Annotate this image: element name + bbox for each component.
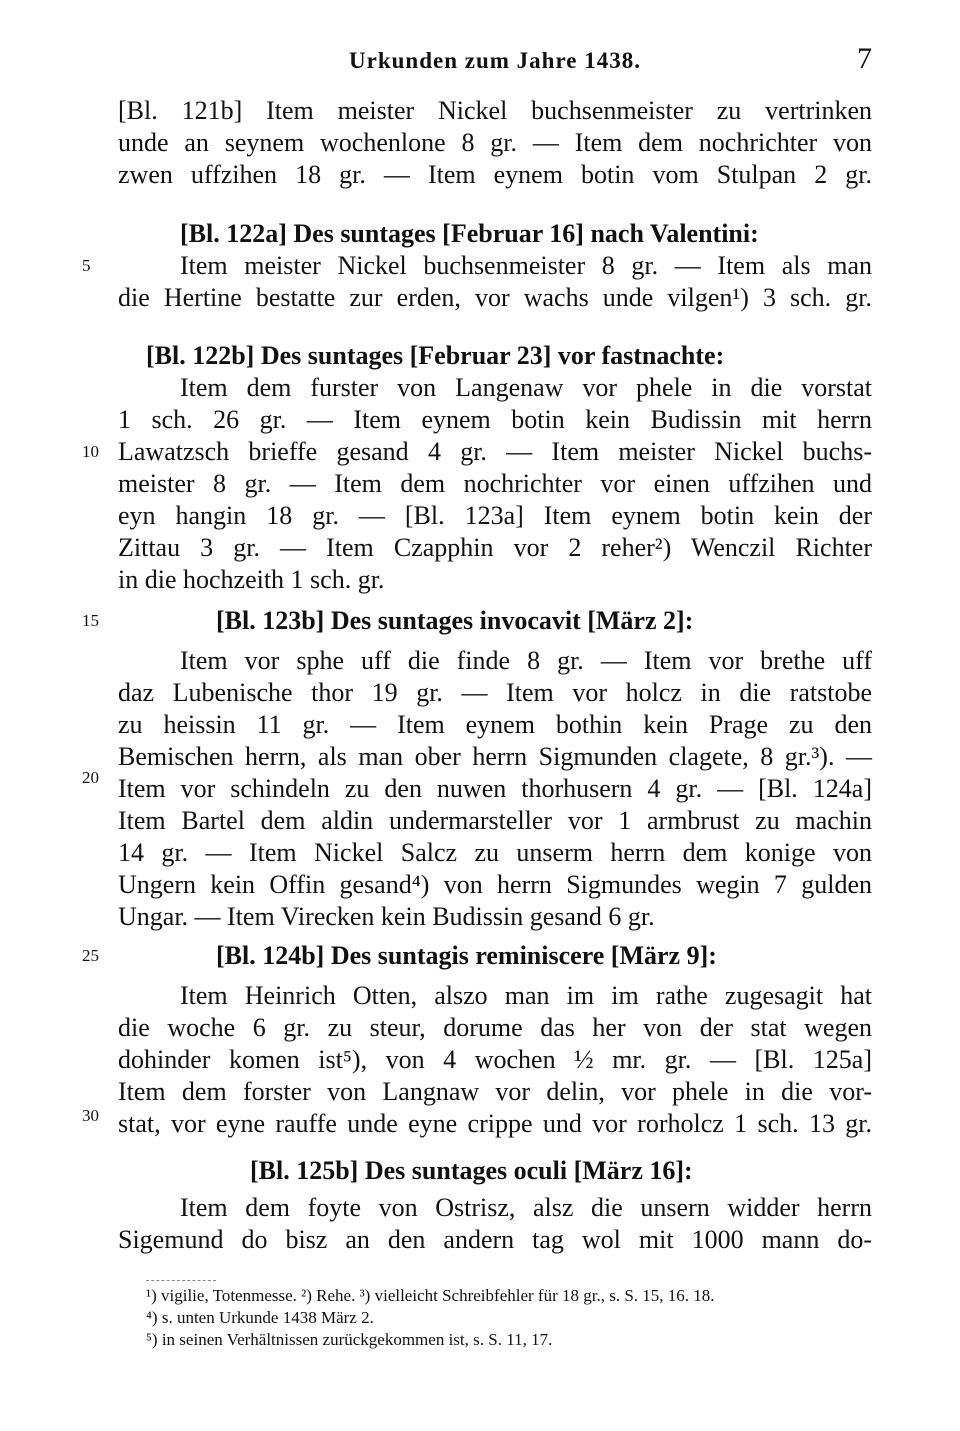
- line-number: 5: [82, 256, 91, 275]
- footnote: ⁵) in seinen Verhältnissen zurückgekommen ist, s. S. 11, 17.: [146, 1330, 553, 1349]
- text-line: Item dem forster von Langnaw vor delin, vor phele in die vor-: [118, 1077, 872, 1106]
- text-line: unde an seynem wochenlone 8 gr. — Item dem nochrichter von: [118, 128, 872, 157]
- text-line: Lawatzsch brieffe gesand 4 gr. — Item meister Nickel buchs-: [118, 437, 872, 466]
- text-line: in die hochzeith 1 sch. gr.: [118, 565, 385, 594]
- line-number: 25: [82, 946, 99, 965]
- text-line: Item vor sphe uff die finde 8 gr. — Item vor brethe uff: [180, 646, 872, 675]
- text-line: Sigemund do bisz an den andern tag wol mit 1000 mann do-: [118, 1225, 872, 1254]
- text-line: stat, vor eyne rauffe unde eyne crippe und vor rorholcz 1 sch. 13 gr.: [118, 1109, 872, 1138]
- text-line: Ungern kein Offin gesand⁴) von herrn Sigmundes wegin 7 gulden: [118, 870, 872, 899]
- footnote-separator: [146, 1280, 216, 1281]
- text-line: 1 sch. 26 gr. — Item eynem botin kein Budissin mit herrn: [118, 405, 872, 434]
- text-line: meister 8 gr. — Item dem nochrichter vor einen uffzihen und: [118, 469, 872, 498]
- line-number: 10: [82, 442, 99, 461]
- footnote: ⁴) s. unten Urkunde 1438 März 2.: [146, 1308, 374, 1327]
- section-heading: [Bl. 124b] Des suntagis reminiscere [März 9]:: [216, 941, 717, 970]
- text-line: Item Bartel dem aldin undermarsteller vor 1 armbrust zu machin: [118, 806, 872, 835]
- text-line: Bemischen herrn, als man ober herrn Sigmunden clagete, 8 gr.³). —: [118, 742, 872, 771]
- text-line: dohinder komen ist⁵), von 4 wochen ½ mr. gr. — [Bl. 125a]: [118, 1045, 872, 1074]
- line-number: 20: [82, 768, 99, 787]
- section-heading: [Bl. 122b] Des suntages [Februar 23] vor fastnachte:: [146, 341, 725, 370]
- text-line: zwen uffzihen 18 gr. — Item eynem botin vom Stulpan 2 gr.: [118, 160, 872, 189]
- page-header: [118, 42, 872, 82]
- text-line: Item vor schindeln zu den nuwen thorhusern 4 gr. — [Bl. 124a]: [118, 774, 872, 803]
- line-number: 15: [82, 611, 99, 630]
- footnote: ¹) vigilie, Totenmesse. ²) Rehe. ³) vielleicht Schreibfehler für 18 gr., s. S. 15, 16. 18.: [146, 1286, 715, 1305]
- page-number: 7: [857, 42, 872, 75]
- text-line: daz Lubenische thor 19 gr. — Item vor holcz in die ratstobe: [118, 678, 872, 707]
- line-number: 30: [82, 1106, 99, 1125]
- running-head: Urkunden zum Jahre 1438.: [349, 48, 641, 73]
- text-line: Item dem furster von Langenaw vor phele in die vorstat: [180, 373, 872, 402]
- text-line: eyn hangin 18 gr. — [Bl. 123a] Item eynem botin kein der: [118, 501, 872, 530]
- section-heading: [Bl. 122a] Des suntages [Februar 16] nach Valentini:: [180, 219, 759, 248]
- text-line: Item dem foyte von Ostrisz, alsz die unsern widder herrn: [180, 1193, 872, 1222]
- text-line: zu heissin 11 gr. — Item eynem bothin kein Prage zu den: [118, 710, 872, 739]
- text-line: Ungar. — Item Virecken kein Budissin gesand 6 gr.: [118, 902, 655, 931]
- text-line: Item meister Nickel buchsenmeister 8 gr. — Item als man: [180, 251, 872, 280]
- section-heading: [Bl. 125b] Des suntages oculi [März 16]:: [250, 1156, 693, 1185]
- text-line: Item Heinrich Otten, alszo man im im rathe zugesagit hat: [180, 981, 872, 1010]
- text-line: Zittau 3 gr. — Item Czapphin vor 2 reher²) Wenczil Richter: [118, 533, 872, 562]
- section-heading: [Bl. 123b] Des suntages invocavit [März 2]:: [216, 606, 694, 635]
- text-line: die woche 6 gr. zu steur, dorume das her von der stat wegen: [118, 1013, 872, 1042]
- text-line: 14 gr. — Item Nickel Salcz zu unserm herrn dem konige von: [118, 838, 872, 867]
- text-line: [Bl. 121b] Item meister Nickel buchsenmeister zu vertrinken: [118, 96, 872, 125]
- text-line: die Hertine bestatte zur erden, vor wachs unde vilgen¹) 3 sch. gr.: [118, 283, 872, 312]
